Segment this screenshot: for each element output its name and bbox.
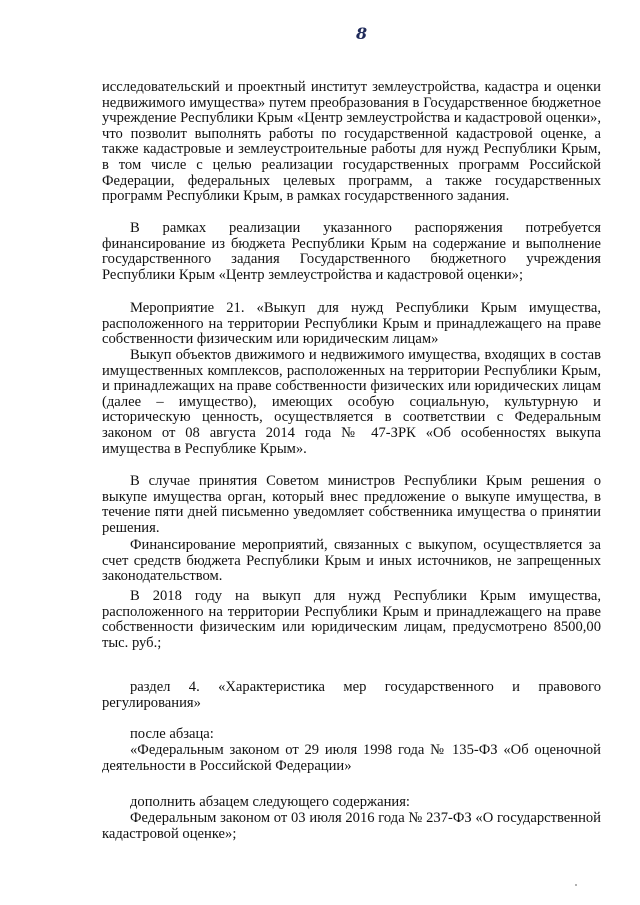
- paragraph-after-clause: после абзаца:: [130, 726, 214, 742]
- paragraph-buyout-financing: Финансирование мероприятий, связанных с выкупом, осуществляется за счет средств бюджета Республики Крым и иных источников, не запрещенных законодательством.: [102, 537, 601, 585]
- paragraph-property-buyout: Выкуп объектов движимого и недвижимого имущества, входящих в состав имущественных комплексов, расположенных на территории Республики Крым, и принадлежащих на праве собственности физических или юридических лицам (далее – имущество), имеющих особую социальную, культурную и историческую ценность, осуществляется в соответствии с Федеральным законом от 08 августа 2014 года № 47-ЗРК «Об особенностях выкупа имущества в Республике Крым».: [102, 347, 601, 457]
- paragraph-supplement-clause: дополнить абзацем следующего содержания:: [130, 794, 410, 810]
- paragraph-buyout-decision: В случае принятия Советом министров Республики Крым решения о выкупе имущества орган, который внес предложение о выкупе имущества, в течение пяти дней письменно уведомляет собственника имущества о принятии решения.: [102, 473, 601, 536]
- page-number: 8: [356, 24, 368, 43]
- paragraph-law-135fz: «Федеральным законом от 29 июля 1998 года № 135-ФЗ «Об оценочной деятельности в Российской Федерации»: [102, 742, 601, 774]
- paragraph-measure-21-title: Мероприятие 21. «Выкуп для нужд Республики Крым имущества, расположенного на территории Республики Крым и принадлежащего на праве собственности физическим или юридическим лицам»: [102, 300, 601, 348]
- paragraph-section-4-title: раздел 4. «Характеристика мер государственного и правового регулирования»: [102, 679, 601, 711]
- paragraph-institute-transformation: исследовательский и проектный институт землеустройства, кадастра и оценки недвижимого имущества» путем преобразования в Государственное бюджетное учреждение Республики Крым «Центр землеустройства и кадастровой оценки», что позволит выполнять работы по государственной кадастровой оценке, а также кадастровые и землеустроительные работы для нужд Республики Крым, в том числе с целью реализации государственных программ Российской Федерации, федеральных целевых программ, а также государственных программ Республики Крым, в рамках государственного задания.: [102, 79, 601, 205]
- paragraph-law-237fz: Федеральным законом от 03 июля 2016 года № 237-ФЗ «О государственной кадастровой оценке»;: [102, 810, 601, 842]
- scan-speck: [575, 884, 577, 886]
- paragraph-2018-budget: В 2018 году на выкуп для нужд Республики Крым имущества, расположенного на территории Республики Крым и принадлежащего на праве собственности физическим или юридическим лицам, предусмотрено 8500,00 тыс. руб.;: [102, 588, 601, 651]
- paragraph-financing-requirement: В рамках реализации указанного распоряжения потребуется финансирование из бюджета Республики Крым на содержание и выполнение государственного задания Государственного бюджетного учреждения Республики Крым «Центр землеустройства и кадастровой оценки»;: [102, 220, 601, 283]
